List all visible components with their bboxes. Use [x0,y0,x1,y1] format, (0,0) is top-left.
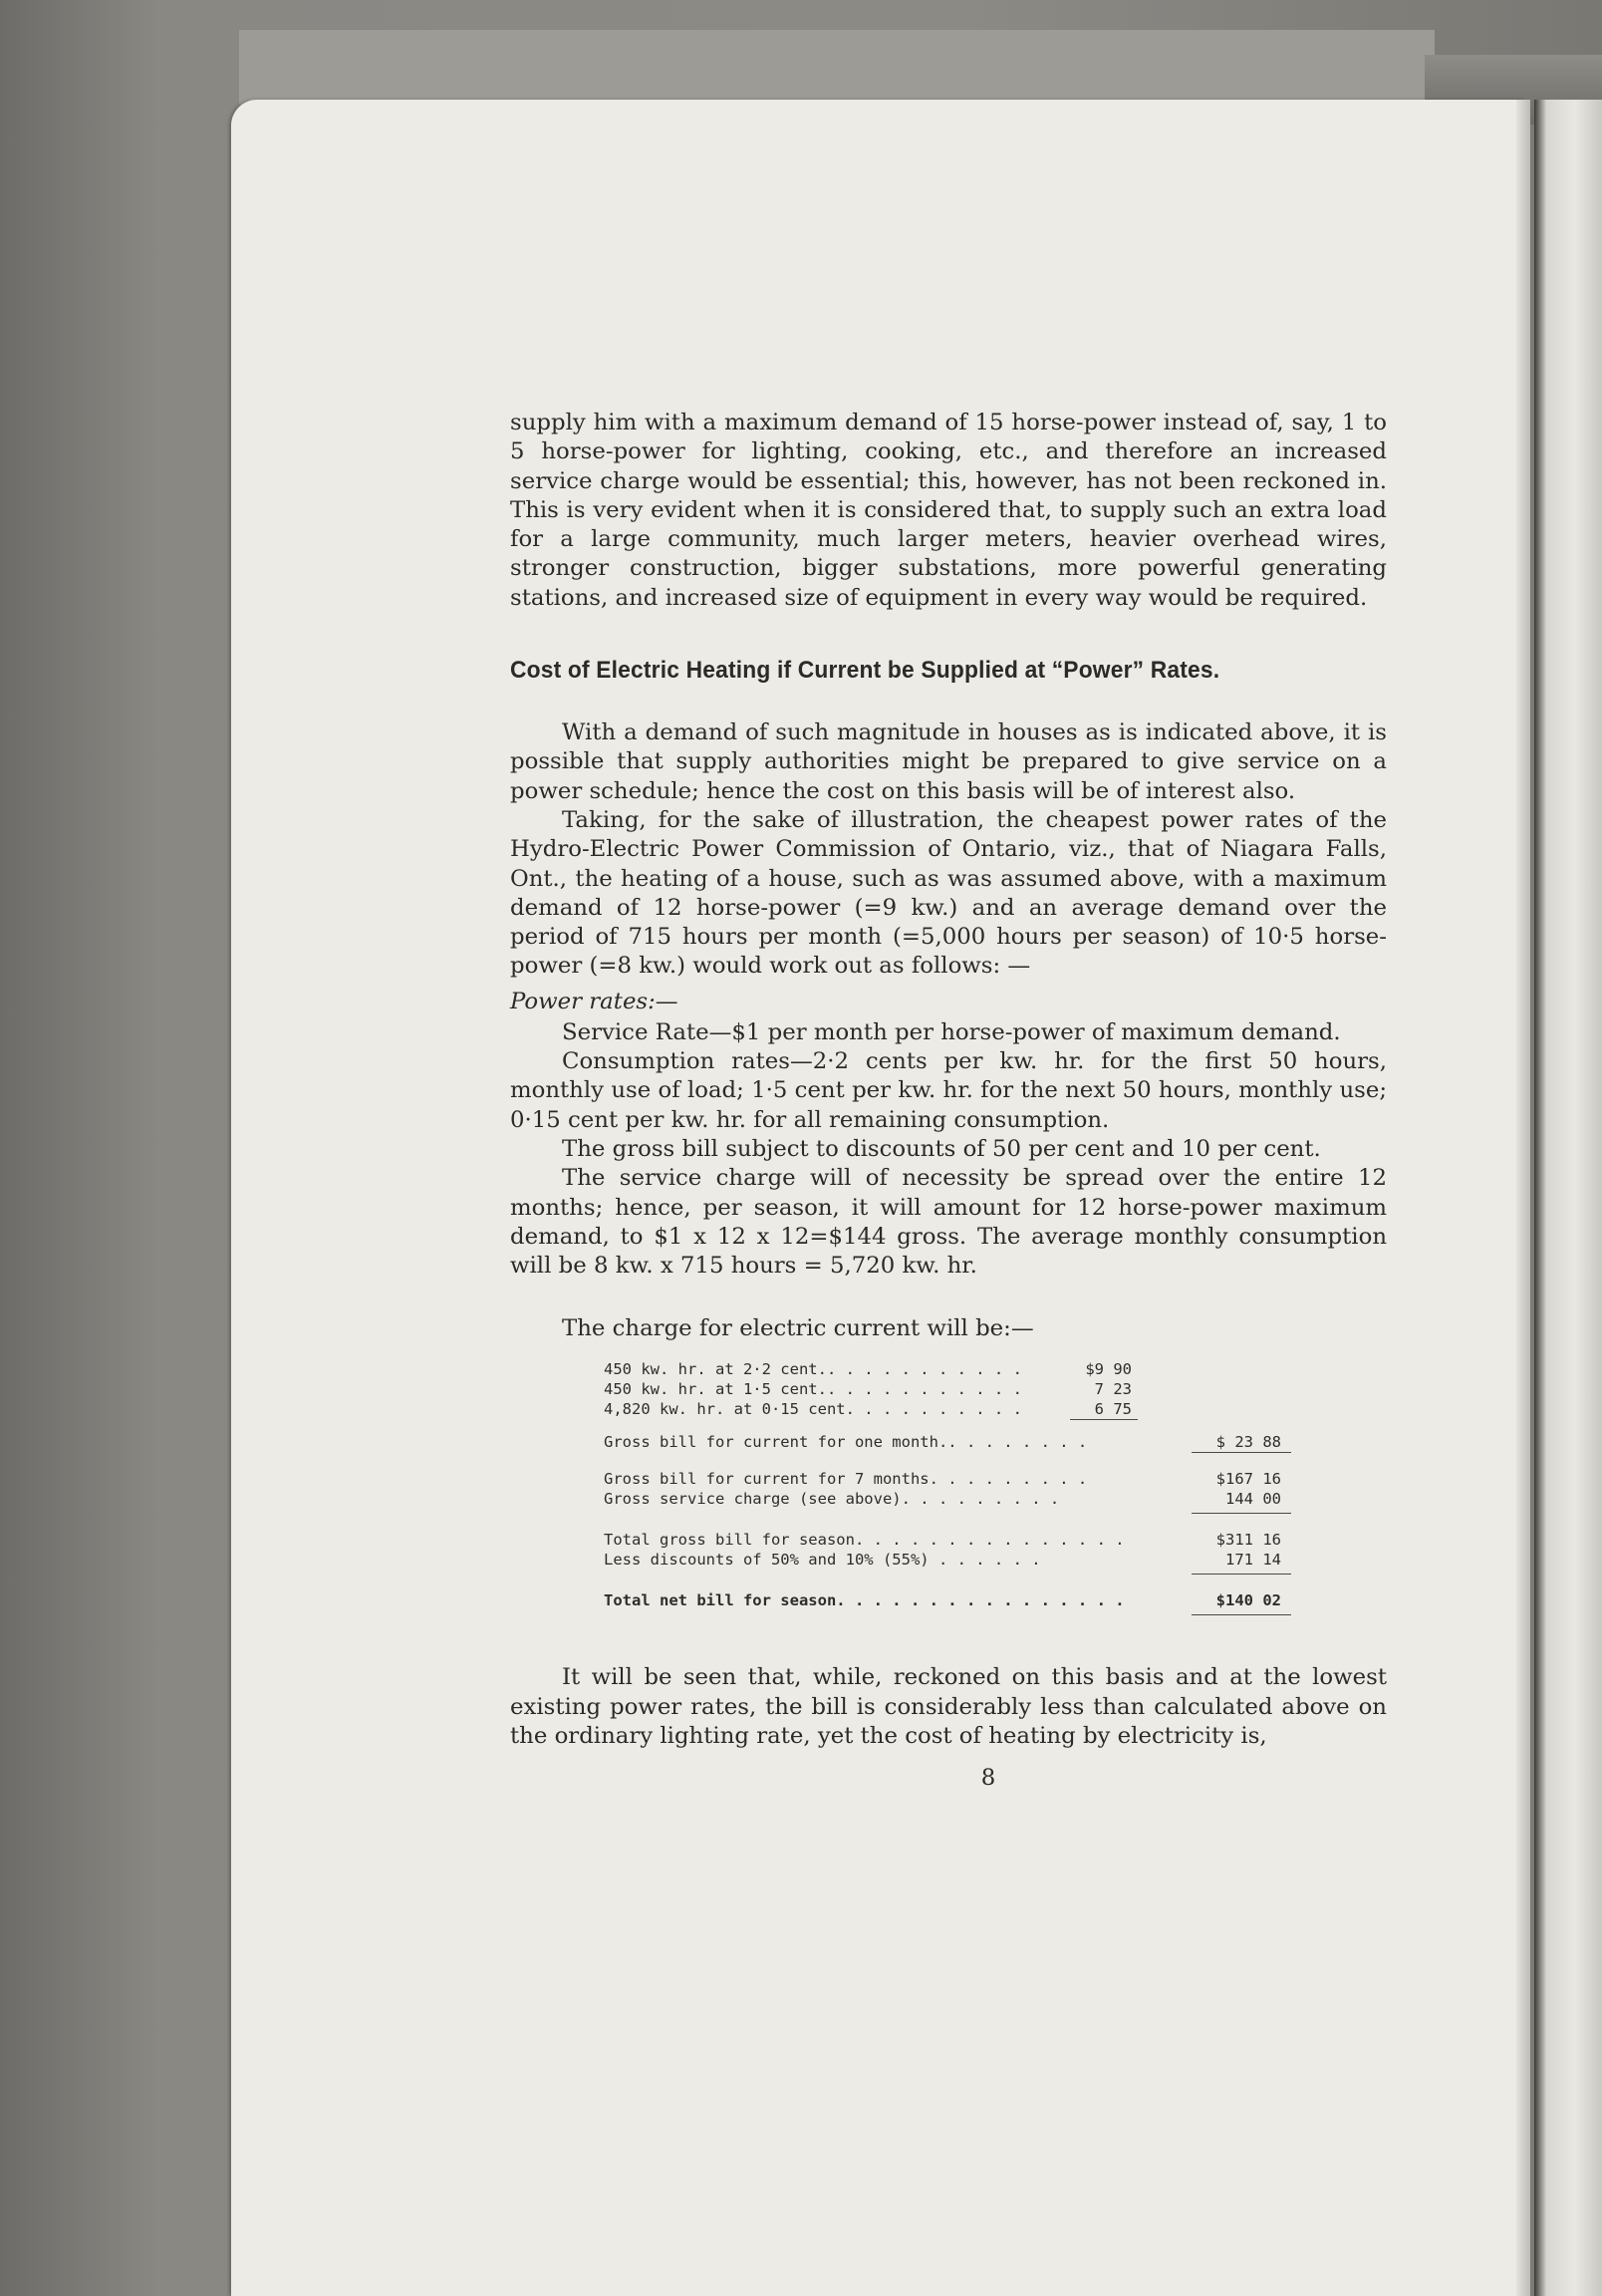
totals-label: Less discounts of 50% and 10% (55%) . . . . . . [604,1551,1041,1570]
table-row [604,1590,1291,1610]
table-row [604,1489,1291,1509]
facing-page-edge [1534,100,1602,2296]
item-amount: 6 75 [1094,1400,1132,1419]
service-charge-paragraph: The service charge will of necessity be spread over the entire 12 months; hence, per season, it will amount for 12 horse-power maximum demand, to $1 x 12 x 12=$144 gross. The average monthly consumption will be 8 kw. x 715 hours = 5,720 kw. hr. [510,1165,1387,1280]
item-label: 450 kw. hr. at 2·2 cent.. . . . . . . . . . . [604,1360,1022,1379]
page-number: 8 [980,1765,996,1792]
subtotal-rule [1070,1419,1138,1428]
closing-paragraph: It will be seen that, while, reckoned on this basis and at the lowest existing power rates, the bill is considerably less than calculated above on the ordinary lighting rate, yet the cost of heating by electricity is, [510,1664,1387,1750]
consumption-rates-text: Consumption rates—2·2 cents per kw. hr. for the first 50 hours, monthly use of load; 1·5 cent per kw. hr. for the next 50 hours, monthly use; 0·15 cent per kw. hr. for all remaining consumption. [510,1048,1387,1133]
totals-amount: $311 16 [1215,1531,1281,1550]
table-row [604,1550,1291,1570]
seasonal-label: Gross service charge (see above). . . . . . . . . [604,1490,1060,1509]
seasonal-rule [1192,1513,1291,1530]
charge-table [604,1359,1291,1619]
seasonal-label: Gross bill for current for 7 months. . . . . . . . . [604,1470,1088,1489]
seasonal-total: $167 16 [1215,1470,1281,1489]
net-rule [1192,1614,1291,1619]
item-amount: 7 23 [1094,1380,1132,1399]
scan-top-strip [239,30,1435,105]
table-row [604,1399,1291,1419]
opening-paragraph: supply him with a maximum demand of 15 horse-power instead of, say, 1 to 5 horse-power for lighting, cooking, etc., and therefore an increased service charge would be essential; this, however, has not been reckoned in. This is very evident when it is considered that, to supply such an extra load for a large community, much larger meters, heavier overhead wires, stronger construction, bigger substations, more powerful generating stations, and increased size of equipment in every way would be required. [510,410,1387,611]
monthly-rule [1192,1452,1291,1469]
power-rates-label: Power rates:— [510,988,678,1014]
table-row [604,1359,1291,1379]
monthly-total: $ 23 88 [1215,1433,1281,1452]
table-row [604,1379,1291,1399]
totals-rule [1192,1574,1291,1590]
seasonal-total: 144 00 [1225,1490,1281,1509]
item-label: 450 kw. hr. at 1·5 cent.. . . . . . . . . . . [604,1380,1022,1399]
charge-intro: The charge for electric current will be:— [562,1315,1034,1342]
service-rate-text: Service Rate—$1 per month per horse-power of maximum demand. [562,1018,1341,1045]
totals-amount: 171 14 [1225,1551,1281,1570]
section-heading: Cost of Electric Heating if Current be Supplied at “Power” Rates. [510,657,1220,685]
net-label: Total net bill for season. . . . . . . . . . . . . . . . [604,1591,1125,1610]
totals-label: Total gross bill for season. . . . . . . . . . . . . . . [604,1531,1125,1550]
table-row [604,1469,1291,1489]
demand-paragraph: With a demand of such magnitude in houses as is indicated above, it is possible that supply authorities might be prepared to give service on a power schedule; hence the cost on this basis will be of interest also. [510,719,1387,804]
item-label: 4,820 kw. hr. at 0·15 cent. . . . . . . . . . [604,1400,1022,1419]
table-row [604,1530,1291,1550]
table-row [604,1432,1291,1452]
taking-paragraph: Taking, for the sake of illustration, the cheapest power rates of the Hydro-Electric Power Commission of Ontario, viz., that of Niagara Falls, Ont., the heating of a house, such as was assumed above, with a maximum demand of 12 horse-power (=9 kw.) and an average demand over the period of 715 hours per month (=5,000 hours per season) of 10·5 horse-power (=8 kw.) would work out as follows: — [510,806,1387,980]
page-content [510,409,1387,1791]
discounts-text: The gross bill subject to discounts of 50 per cent and 10 per cent. [562,1135,1321,1162]
page-edge-shadow [1516,100,1530,2296]
net-total: $140 02 [1215,1591,1281,1610]
monthly-label: Gross bill for current for one month.. . . . . . . . [604,1433,1088,1452]
item-amount: $9 90 [1085,1360,1132,1379]
